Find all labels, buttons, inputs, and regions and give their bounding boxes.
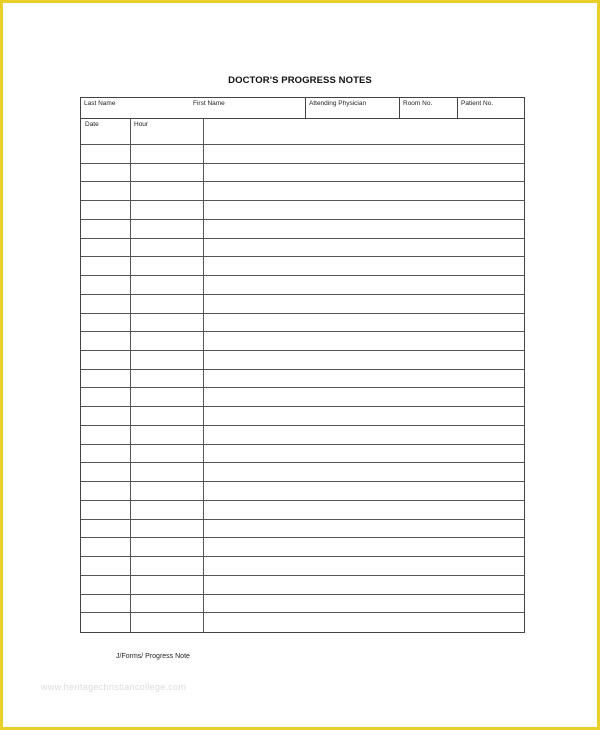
- table-row[interactable]: [81, 332, 524, 351]
- table-row[interactable]: [81, 164, 524, 183]
- attending-physician-label: Attending Physician: [309, 100, 367, 107]
- table-row[interactable]: [81, 239, 524, 258]
- header-patient-no[interactable]: [458, 98, 524, 119]
- table-row[interactable]: [81, 276, 524, 295]
- header-first-name[interactable]: [189, 98, 305, 119]
- form-footer-note: J/Forms/ Progress Note: [116, 653, 190, 660]
- form-title: DOCTOR'S PROGRESS NOTES: [228, 75, 372, 86]
- header-attending-physician[interactable]: [306, 98, 399, 119]
- patient-no-label: Patient No.: [461, 100, 494, 107]
- table-row[interactable]: [81, 370, 524, 389]
- table-row[interactable]: [81, 463, 524, 482]
- table-row[interactable]: [81, 557, 524, 576]
- date-column-header: Date: [85, 121, 99, 128]
- table-row[interactable]: [81, 520, 524, 539]
- table-row[interactable]: [81, 257, 524, 276]
- hour-column-header: Hour: [134, 121, 149, 128]
- table-row[interactable]: [81, 389, 524, 408]
- form-sheet: [3, 3, 597, 727]
- table-row[interactable]: [81, 501, 524, 520]
- watermark: www.heritagechristiancollege.com: [41, 682, 187, 692]
- last-name-label: Last Name: [84, 100, 116, 107]
- table-row[interactable]: [81, 407, 524, 426]
- patient-header-row: [80, 97, 525, 118]
- table-row[interactable]: [81, 314, 524, 333]
- table-row[interactable]: [81, 201, 524, 220]
- table-row[interactable]: [81, 220, 524, 239]
- table-row[interactable]: [81, 538, 524, 557]
- hour-column-line: [203, 119, 204, 632]
- table-row[interactable]: [81, 445, 524, 464]
- progress-notes-grid: [80, 118, 525, 633]
- room-no-label: Room No.: [403, 100, 433, 107]
- date-column-line: [130, 119, 131, 632]
- table-row[interactable]: [81, 613, 524, 632]
- table-row[interactable]: [81, 145, 524, 164]
- table-row[interactable]: [81, 595, 524, 614]
- header-last-name[interactable]: [81, 98, 189, 119]
- table-row[interactable]: [81, 482, 524, 501]
- first-name-label: First Name: [193, 100, 225, 107]
- header-room-no[interactable]: [400, 98, 457, 119]
- table-row[interactable]: [81, 426, 524, 445]
- table-row[interactable]: [81, 295, 524, 314]
- table-row[interactable]: [81, 351, 524, 370]
- table-row[interactable]: [81, 576, 524, 595]
- table-row[interactable]: [81, 182, 524, 201]
